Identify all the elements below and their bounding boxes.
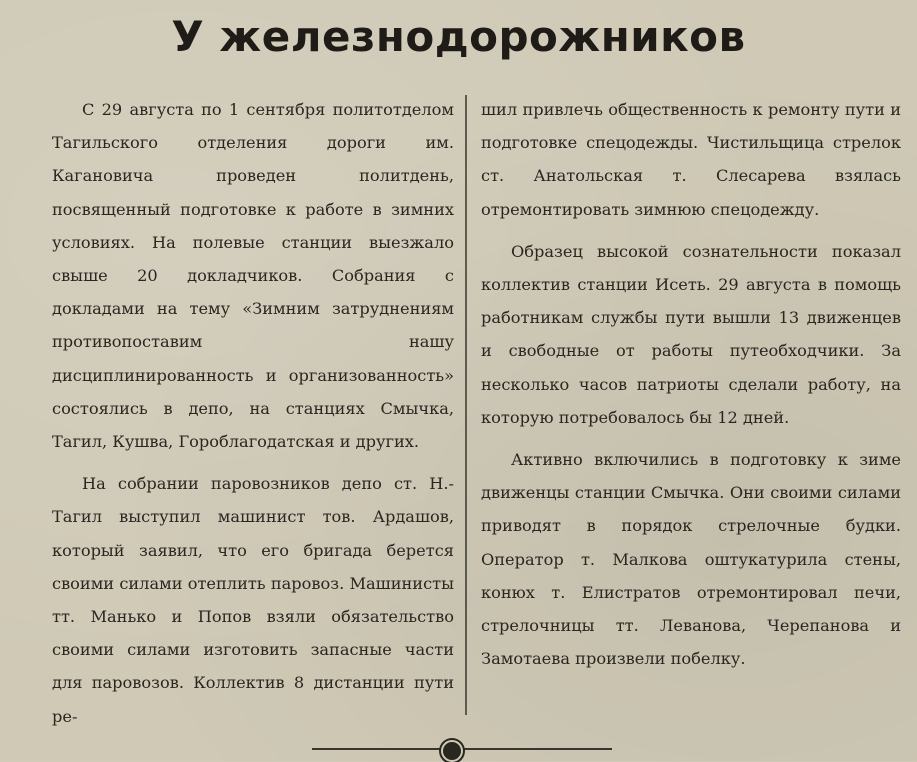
- article-left-column: [52, 93, 454, 733]
- article-paragraph: Образец высокой сознательности показал коллектив станции Исеть. 29 августа в помощь работникам службы пути вышли 13 движенцев и свободные от работы путеобходчики. За несколько часов патриоты сделали работу, на которую потребовалось бы 12 дней.: [481, 241, 901, 427]
- article-title: У железнодорожников: [171, 12, 746, 61]
- article-paragraph: шил привлечь общественность к ремонту пути и подготовке спецодежды. Чистильщица стрелок ст. Анатольская т. Слесарева взялась отремонтировать зимнюю спецодежду.: [481, 100, 901, 219]
- separator-ornament-icon: [441, 740, 463, 762]
- article-paragraph: Активно включились в подготовку к зиме движенцы станции Смычка. Они своими силами приводят в порядок стрелочные будки. Оператор т. Малкова оштукатурила стены, конюх т. Елистратов отремонтировал печи, стрелочницы тт. Леванова, Черепанова и Замотаева произвели побелку.: [481, 450, 901, 669]
- article-right-column: [481, 93, 901, 675]
- column-divider: [465, 95, 467, 715]
- article-paragraph: На собрании паровозников депо ст. Н.-Тагил выступил машинист тов. Ардашов, который заявил, что его бригада берется своими силами отеплить паровоз. Машинисты тт. Манько и Попов взяли обязательство своими силами изготовить запасные части для паровозов. Коллектив 8 дистанции пути ре-: [52, 474, 454, 726]
- article-paragraph: С 29 августа по 1 сентября политотделом Тагильского отделения дороги им. Кагановича проведен политдень, посвященный подготовке к работе в зимних условиях. На полевые станции выезжало свыше 20 докладчиков. Собрания с докладами на тему «Зимним затруднениям противопоставим нашу дисциплинированность и организованность» состоялись в депо, на станциях Смычка, Тагил, Кушва, Гороблагодатская и других.: [52, 100, 454, 452]
